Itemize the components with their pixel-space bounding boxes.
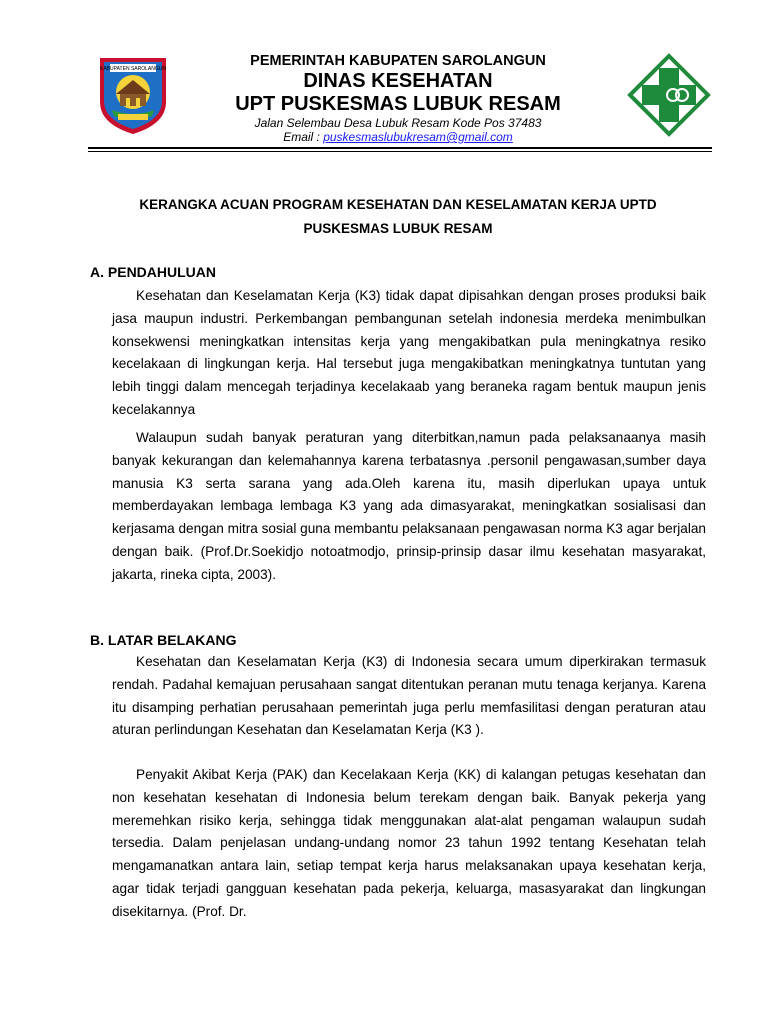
address: Jalan Selembau Desa Lubuk Resam Kode Pos 37483 — [254, 116, 542, 130]
puskesmas-logo-icon — [626, 52, 712, 138]
document-title — [90, 193, 706, 241]
section-a-paragraph-1-text: Kesehatan dan Keselamatan Kerja (K3) tidak dapat dipisahkan dengan proses produksi baik jasa maupun industri. Perkembangan pembangunan setelah indonesia merdeka menimbulkan konsekwensi meningkatkan intensitas kerja yang mengakibatkan pula meningkatnya resiko kecelakaan di lingkungan kerja. Hal tersebut juga mengakibatkan meningkatnya tuntutan yang lebih tinggi dalam mencegah terjadinya kecelakaab yang beraneka ragam bentuk maupun jenis kecelakannya — [112, 288, 706, 417]
letterhead-rule-thick — [88, 147, 712, 149]
section-b-paragraph-1-text: Kesehatan dan Keselamatan Kerja (K3) di Indonesia secara umum diperkirakan termasuk rendah. Padahal kemajuan perusahaan sangat ditentukan peranan mutu tenaga kerjanya. Karena itu disamping perhatian perusahaan pemerintah juga perlu memfasilitasi dengan peraturan atau aturan perlindungan Kesehatan dan Keselamatan Kerja (K3 ). — [112, 654, 706, 738]
section-b-paragraph-2 — [112, 764, 706, 924]
section-a-paragraph-1 — [112, 285, 706, 422]
section-b-heading: B. LATAR BELAKANG — [90, 632, 237, 648]
section-b-paragraph-1 — [112, 651, 706, 742]
section-b-paragraph-2-text: Penyakit Akibat Kerja (PAK) dan Kecelakaan Kerja (KK) di kalangan petugas kesehatan dan non kesehatan kesehatan di Indonesia belum terekam dengan baik. Banyak pekerja yang meremehkan risiko kerja, sehingga tidak menggunakan alat-alat pengaman walaupun sudah tersedia. Dalam penjelasan undang-undang nomor 23 tahun 1992 tentang Kesehatan telah mengamanatkan antara lain, setiap tempat kerja harus melaksanakan upaya kesehatan kerja, agar tidak terjadi gangguan kesehatan pada pekerja, keluarga, masasyarakat dan lingkungan disekitarnya. (Prof. Dr. — [112, 767, 706, 919]
regency-emblem-icon — [92, 54, 174, 136]
puskesmas-name: UPT PUSKESMAS LUBUK RESAM — [235, 93, 561, 115]
letterhead — [182, 52, 614, 144]
document-title-line1: KERANGKA ACUAN PROGRAM KESEHATAN DAN KESELAMATAN KERJA UPTD — [139, 197, 657, 212]
document-title-line2: PUSKESMAS LUBUK RESAM — [303, 221, 493, 236]
email-line — [182, 130, 614, 144]
government-name: PEMERINTAH KABUPATEN SAROLANGUN — [250, 53, 546, 69]
section-a-heading: A. PENDAHULUAN — [90, 264, 216, 280]
email-link[interactable]: puskesmaslubukresam@gmail.com — [323, 130, 513, 144]
letterhead-rule-thin — [88, 151, 712, 152]
section-a-paragraph-2 — [112, 427, 706, 587]
email-label: Email : — [283, 130, 324, 144]
emblem-banner: KABUPATEN SAROLANGUN — [100, 66, 166, 72]
agency-name: DINAS KESEHATAN — [303, 70, 493, 92]
section-a-paragraph-2-text: Walaupun sudah banyak peraturan yang diterbitkan,namun pada pelaksanaanya masih banyak kekurangan dan kelemahannya karena terbatasnya .personil pengawasan,sumber daya manusia K3 serta sarana yang ada.Oleh karena itu, masih diperlukan upaya untuk memberdayakan lembaga lembaga K3 yang ada dimasyarakat, meningkatkan sosialisasi dan kerjasama dengan mitra sosial guna membantu pelaksanaan pengawasan norma K3 agar berjalan dengan baik. (Prof.Dr.Soekidjo notoatmodjo, prinsip-prinsip dasar ilmu kesehatan masyarakat, jakarta, rineka cipta, 2003). — [112, 430, 706, 582]
